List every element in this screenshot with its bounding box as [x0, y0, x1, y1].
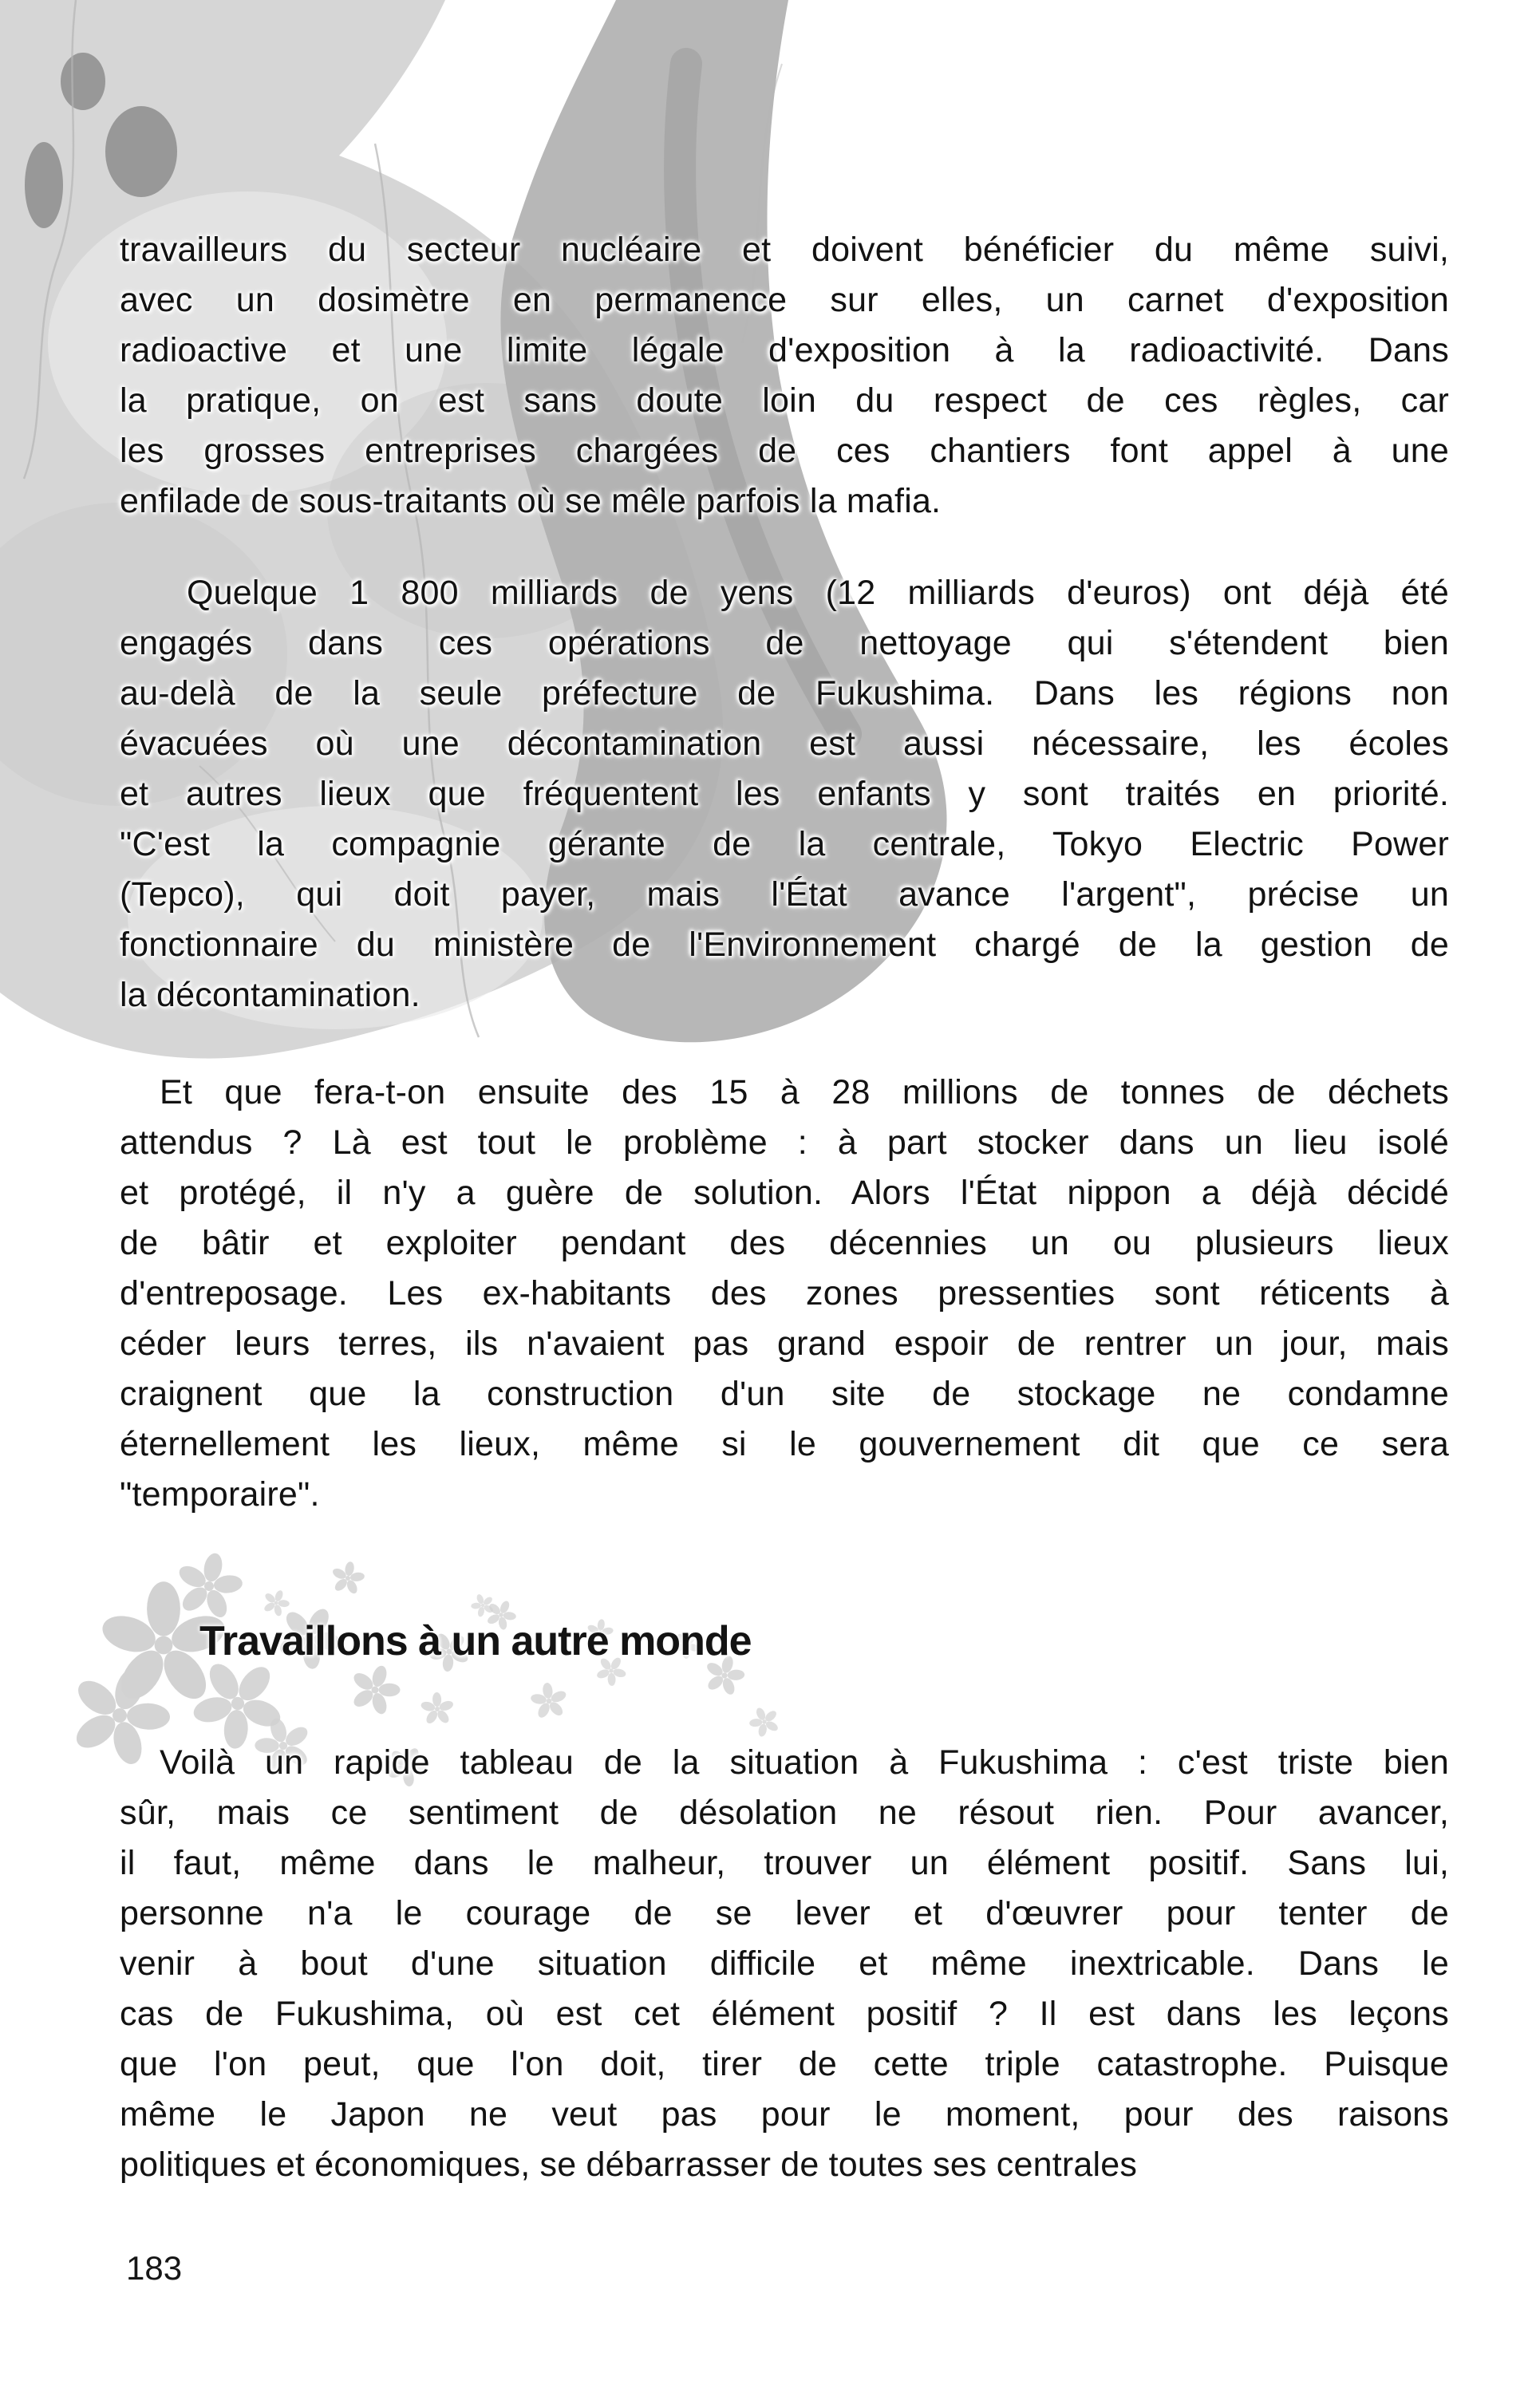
text-line: radioactive et une limite légale d'exposition à la radioactivité. Dans — [120, 331, 1449, 369]
text-line: fonctionnaire du ministère de l'Environnement chargé de la gestion de — [120, 926, 1449, 964]
body-paragraph — [120, 568, 1449, 1020]
sakura-flower-icon — [343, 1658, 408, 1721]
text-line: les grosses entreprises chargées de ces chantiers font appel à une — [120, 432, 1449, 470]
text-line: politiques et économiques, se débarrasser de toutes ses centrales — [120, 2145, 1138, 2184]
text-line: attendus ? Là est tout le problème : à part stocker dans un lieu isolé — [120, 1123, 1449, 1162]
text-line: sûr, mais ce sentiment de désolation ne résout rien. Pour avancer, — [120, 1794, 1449, 1832]
ink-spot-icon — [61, 53, 105, 110]
text-line: avec un dosimètre en permanence sur elles, un carnet d'exposition — [120, 281, 1449, 319]
sakura-flower-icon — [417, 1687, 460, 1731]
section-heading: Travaillons à un autre monde — [199, 1618, 752, 1664]
text-line: craignent que la construction d'un site de stockage ne condamne — [120, 1375, 1449, 1413]
text-line: évacuées où une décontamination est aussi nécessaire, les écoles — [120, 724, 1449, 763]
text-line: travailleurs du secteur nucléaire et doivent bénéficier du même suivi, — [120, 231, 1449, 269]
text-line: personne n'a le courage de se lever et d'œuvrer pour tenter de — [120, 1894, 1449, 1932]
sakura-flower-icon — [168, 1546, 250, 1625]
text-line: "temporaire". — [120, 1475, 320, 1514]
text-line: enfilade de sous-traitants où se mêle parfois la mafia. — [120, 482, 942, 520]
text-line: céder leurs terres, ils n'avaient pas grand espoir de rentrer un jour, mais — [120, 1324, 1449, 1363]
page-number: 183 — [126, 2249, 183, 2287]
body-paragraph — [120, 1068, 1449, 1520]
text-line: la pratique, on est sans doute loin du respect de ces règles, car — [120, 381, 1449, 420]
text-line: même le Japon ne veut pas pour le moment, pour des raisons — [120, 2095, 1449, 2134]
text-line: et autres lieux que fréquentent les enfants y sont traités en priorité. — [120, 775, 1449, 813]
text-line: Voilà un rapide tableau de la situation à Fukushima : c'est triste bien — [160, 1743, 1449, 1782]
sakura-flower-icon — [328, 1559, 368, 1597]
text-line: et protégé, il n'y a guère de solution. Alors l'État nippon a déjà décidé — [120, 1174, 1449, 1212]
text-line: venir à bout d'une situation difficile et même inextricable. Dans le — [120, 1944, 1449, 1983]
text-line: d'entreposage. Les ex-habitants des zones pressenties sont réticents à — [120, 1274, 1449, 1313]
text-line: "C'est la compagnie gérante de la centrale, Tokyo Electric Power — [120, 825, 1449, 863]
text-line: au-delà de la seule préfecture de Fukushima. Dans les régions non — [120, 674, 1449, 713]
text-line: engagés dans ces opérations de nettoyage qui s'étendent bien — [120, 624, 1449, 662]
sakura-flower-icon — [525, 1676, 574, 1726]
text-line: éternellement les lieux, même si le gouvernement dit que ce sera — [120, 1425, 1449, 1463]
text-line: de bâtir et exploiter pendant des décennies un ou plusieurs lieux — [120, 1224, 1449, 1262]
body-paragraph — [120, 1738, 1449, 2190]
body-paragraph — [120, 225, 1449, 527]
ink-spot-icon — [105, 106, 177, 197]
ink-spot-icon — [25, 142, 63, 228]
text-line: (Tepco), qui doit payer, mais l'État avance l'argent", précise un — [120, 875, 1449, 914]
sakura-flower-icon — [743, 1700, 786, 1743]
text-line: cas de Fukushima, où est cet élément positif ? Il est dans les leçons — [120, 1995, 1449, 2033]
text-line: Et que fera-t-on ensuite des 15 à 28 millions de tonnes de déchets — [160, 1073, 1449, 1111]
text-line: Quelque 1 800 milliards de yens (12 milliards d'euros) ont déjà été — [187, 574, 1449, 612]
text-line: la décontamination. — [120, 976, 421, 1014]
text-line: que l'on peut, que l'on doit, tirer de cette triple catastrophe. Puisque — [120, 2045, 1449, 2083]
text-line: il faut, même dans le malheur, trouver un élément positif. Sans lui, — [120, 1844, 1449, 1882]
